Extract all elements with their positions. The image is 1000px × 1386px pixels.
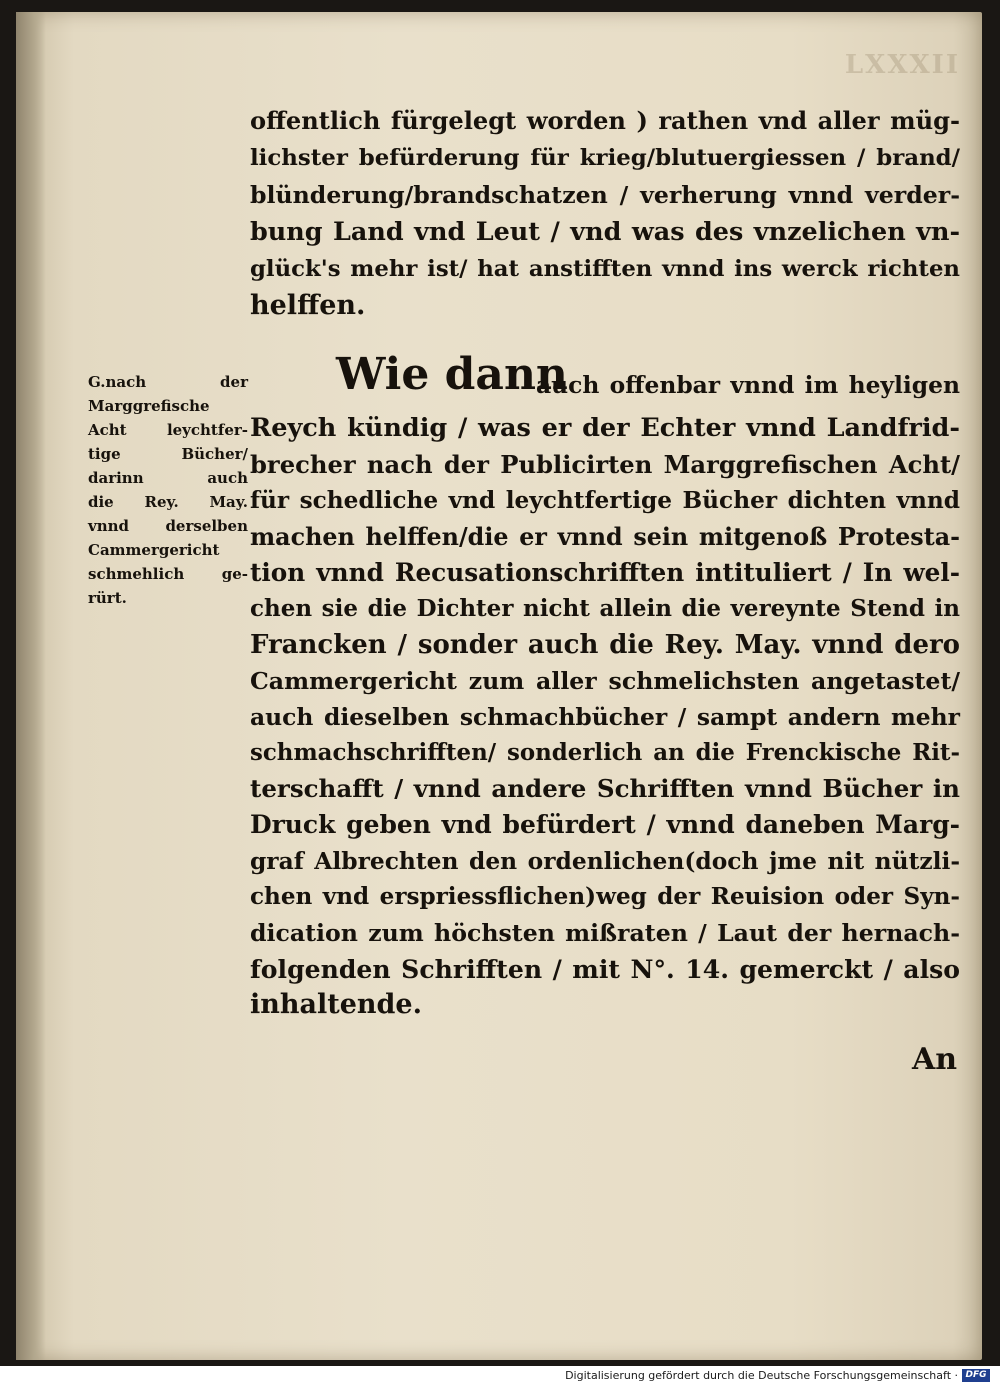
catchword: An [912,1042,958,1077]
text-line: chen sie die Dichter nicht allein die vereynte Stend in [250,595,960,622]
text-line: blünderung/brandschatzen / verherung vnnd verder- [250,181,960,209]
text-line: folgenden Schrifften / mit N°. 14. gemerckt / also [250,954,960,984]
marginal-note-line: Marggrefische [88,397,210,415]
text-line: helffen. [250,290,366,321]
folio-number: LXXXII [844,50,960,80]
marginal-note-line: die Rey. May. [88,493,248,511]
text-line: tion vnnd Recusationschrifften intituliert / In wel- [250,558,960,587]
text-line: schmachschrifften/ sonderlich an die Frenckische Rit- [250,740,960,766]
text-line: brecher nach der Publicirten Marggrefischen Acht/ [250,450,960,479]
text-line: dication zum höchsten mißraten / Laut der hernach- [250,919,960,947]
text-line: auch offenbar vnnd im heyligen [536,371,960,399]
marginal-note-line: Acht leychtfer- [88,421,248,439]
initial-words: Wie dann [336,349,568,400]
marginal-note-line: vnnd derselben [88,517,248,535]
text-line: terschafft / vnnd andere Schrifften vnnd Bücher in [250,774,960,803]
text-line: offentlich fürgelegt worden ) rathen vnd aller müg- [250,106,960,135]
text-line: Reych kündig / was er der Echter vnnd Landfrid- [250,413,960,443]
text-line: machen helffen/die er vnnd sein mitgenoß Protesta- [250,523,960,551]
funding-credit: Digitalisierung gefördert durch die Deutsche Forschungsgemeinschaft · [565,1369,958,1382]
text-line: Francken / sonder auch die Rey. May. vnnd dero [250,630,960,660]
binding-edge [16,12,46,1360]
text-line: inhaltende. [250,989,423,1020]
marginal-note-line: G.nach der [88,373,248,391]
text-line: glück's mehr ist/ hat anstifften vnnd ins werck richten [250,256,960,282]
marginal-note-line: tige Bücher/ [88,445,248,463]
dfg-logo: DFG [962,1369,990,1382]
text-line: Druck geben vnd befürdert / vnnd daneben Marg- [250,810,960,839]
text-line: Cammergericht zum aller schmelichsten angetastet/ [250,667,960,695]
text-line: chen vnd erspriessflichen)weg der Reuision oder Syn- [250,883,960,910]
text-line: lichster befürderung für krieg/blutuergiessen / brand/ [250,145,960,171]
text-line: bung Land vnd Leut / vnd was des vnzelichen vn- [250,217,960,247]
marginal-note-line: Cammergericht [88,541,220,559]
text-line: für schedliche vnd leychtfertige Bücher dichten vnnd [250,487,960,514]
footer-bar [0,1366,1000,1386]
marginal-note-line: darinn auch [88,469,248,487]
marginal-note-line: rürt. [88,589,127,607]
text-line: auch dieselben schmachbücher / sampt andern mehr [250,703,960,731]
marginal-note-line: schmehlich ge- [88,565,248,583]
text-line: graf Albrechten den ordenlichen(doch jme nit nützli- [250,847,960,875]
